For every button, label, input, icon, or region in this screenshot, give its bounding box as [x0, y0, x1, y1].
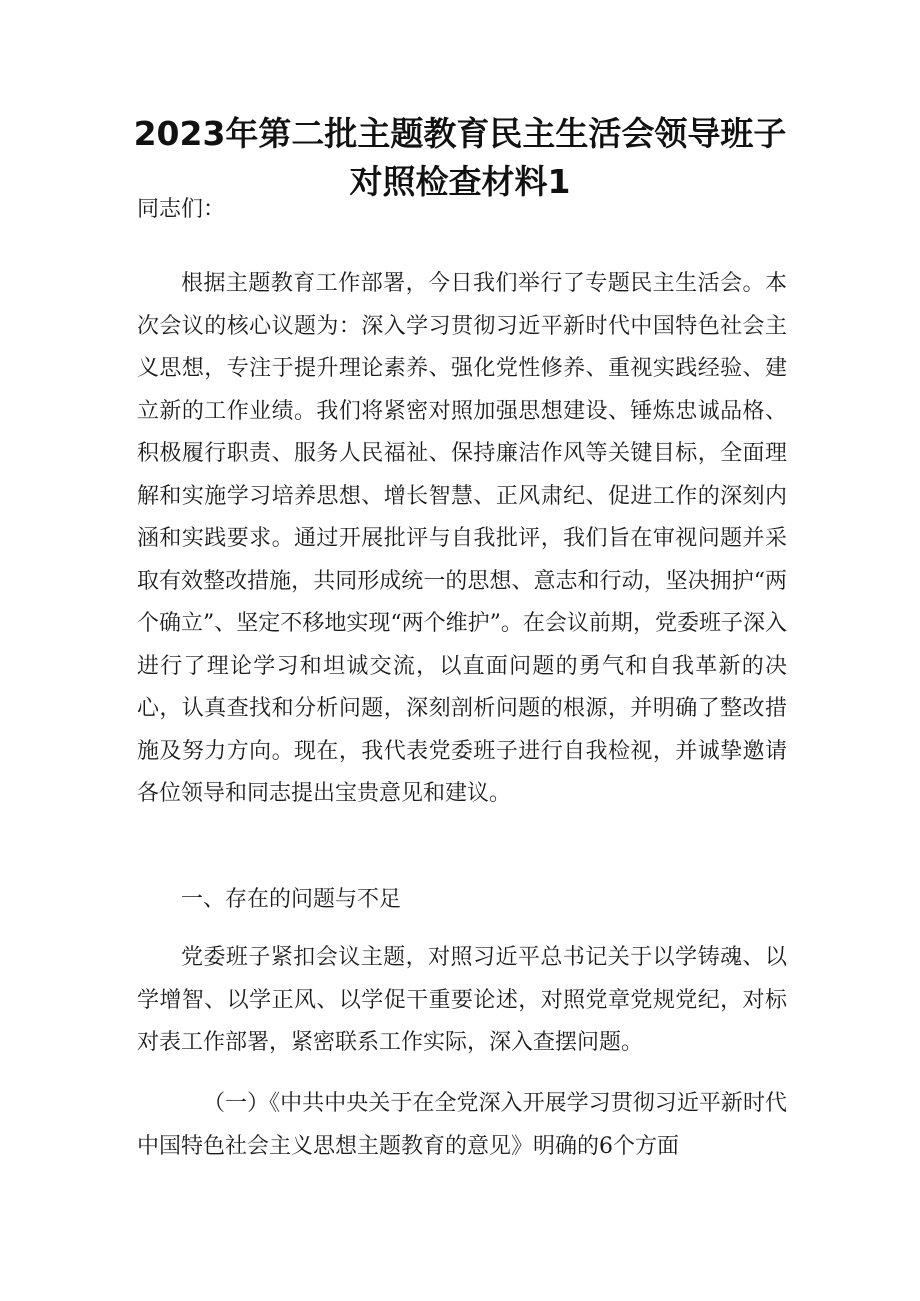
- paragraph-intro: 根据主题教育工作部署，今日我们举行了专题民主生活会。本次会议的核心议题为：深入学习贯彻习近平新时代中国特色社会主义思想，专注于提升理论素养、强化党性修养、重视实践经验、建立新的工作业绩。我们将紧密对照加强思想建设、锤炼忠诚品格、积极履行职责、服务人民福祉、保持廉洁作风等关键目标，全面理解和实施学习培养思想、增长智慧、正风肃纪、促进工作的深刻内涵和实践要求。通过开展批评与自我批评，我们旨在审视问题并采取有效整改措施，共同形成统一的思想、意志和行动，坚决拥护“两个确立”、坚定不移地实现“两个维护”。在会议前期，党委班子深入进行了理论学习和坦诚交流，以直面问题的勇气和自我革新的决心，认真查找和分析问题，深刻剖析问题的根源，并明确了整改措施及努力方向。现在，我代表党委班子进行自我检视，并诚挚邀请各位领导和同志提出宝贵意见和建议。: [137, 271, 787, 806]
- document-title-line-2: 对照检查材料1: [349, 162, 571, 201]
- document-title-line-1: 2023年第二批主题教育民主生活会领导班子: [133, 114, 787, 153]
- salutation: 同志们：: [137, 197, 226, 222]
- paragraph-problem-overview: 党委班子紧扣会议主题，对照习近平总书记关于以学铸魂、以学增智、以学正风、以学促干重要论述，对照党章党规党纪，对标对表工作部署，紧密联系工作实际，深入查摆问题。: [137, 945, 787, 1055]
- paragraph-subsection-1: （一）《中共中央关于在全党深入开展学习贯彻习近平新时代中国特色社会主义思想主题教育的意见》明确的6个方面: [137, 1091, 787, 1159]
- section-heading-problems: 一、存在的问题与不足: [181, 887, 402, 912]
